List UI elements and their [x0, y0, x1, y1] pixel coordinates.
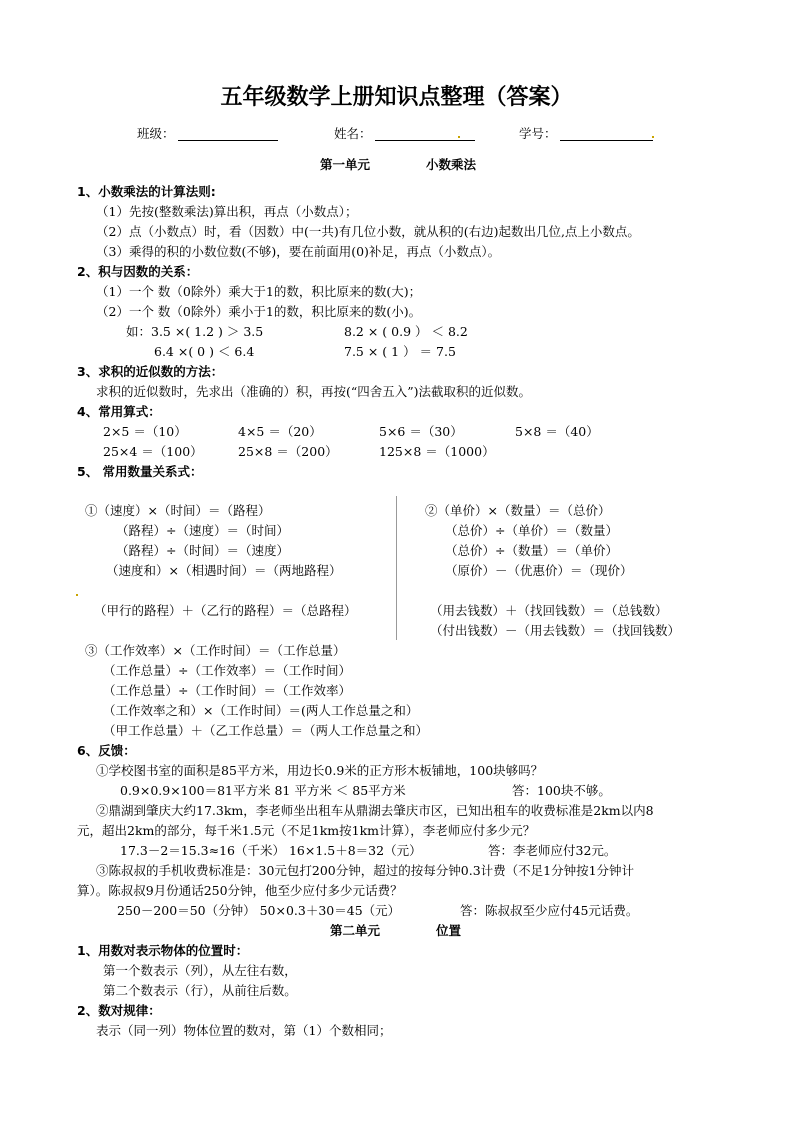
text-line: 求积的近似数时，先求出（准确的）积，再按(“四舍五入”)法截取积的近似数。 [96, 384, 532, 399]
answer-calc: 17.3－2＝15.3≈16（千米） 16×1.5＋8＝32（元） [120, 843, 422, 858]
text-line: （1）先按(整数乘法)算出积，再点（小数点）； [96, 204, 358, 219]
unit2-heading-number: 第二单元 [330, 923, 381, 938]
answer-calc: 250－200＝50（分钟） 50×0.3＋30＝45（元） [117, 903, 401, 918]
formula: 5×8 ＝（40） [515, 424, 599, 439]
text-line: （1）一个 数（0除外）乘大于1的数，积比原来的数(大)； [96, 284, 422, 299]
student-id-label: 学号： [519, 126, 557, 141]
scan-speck [458, 136, 460, 138]
answer-calc: 0.9×0.9×100＝81平方米 81 平方米 ＜ 85平方米 [120, 783, 406, 798]
example-line: 6.4 ×( 0 ) ＜ 6.4 [154, 344, 255, 359]
scan-speck [652, 136, 654, 138]
relation-line: （工作总量）÷（工作时间）＝（工作效率） [103, 683, 351, 698]
answer: 答：李老师应付32元。 [488, 843, 617, 858]
formula: 5×6 ＝（30） [379, 424, 463, 439]
formula: 2×5 ＝（10） [103, 424, 187, 439]
text-line: （2）一个 数（0除外）乘小于1的数，积比原来的数(小)。 [96, 304, 422, 319]
relation-line: （路程）÷（速度）＝（时间） [116, 523, 289, 538]
class-label: 班级： [137, 126, 175, 141]
relation-line: （总价）÷（数量）＝（单价） [445, 543, 618, 558]
text-line: 第二个数表示（行），从前往后数。 [103, 983, 297, 998]
relation-line: （甲工作总量）＋（乙工作总量）＝（两人工作总量之和） [103, 723, 429, 738]
unit1-heading-name: 小数乘法 [426, 157, 477, 172]
answer: 答：陈叔叔至少应付45元话费。 [460, 903, 639, 918]
section-heading: 3、求积的近似数的方法： [77, 364, 224, 379]
relation-line: ③（工作效率）×（工作时间）＝（工作总量） [85, 643, 346, 658]
question: ①学校图书室的面积是85平方米，用边长0.9米的正方形木板铺地，100块够吗？ [96, 763, 544, 778]
question: 元，超出2km的部分，每千米1.5元（不足1km按1km计算），李老师应付多少元？ [77, 823, 536, 838]
section-heading: 1、用数对表示物体的位置时： [77, 943, 249, 958]
formula: 125×8 ＝（1000） [379, 444, 495, 459]
relation-line: （付出钱数）－（用去钱数）＝（找回钱数） [430, 623, 681, 638]
scan-speck [76, 594, 78, 596]
unit2-heading-name: 位置 [436, 923, 462, 938]
relation-line: （总价）÷（单价）＝（数量） [445, 523, 618, 538]
section-heading: 1、小数乘法的计算法则: [77, 184, 216, 199]
page-title: 五年级数学上册知识点整理（答案） [220, 85, 573, 110]
name-field[interactable] [375, 140, 475, 141]
example-line: 如：3.5 ×( 1.2 ) ＞ 3.5 [126, 324, 264, 339]
section-heading: 6、反馈： [77, 743, 136, 758]
question: 算）。陈叔叔9月份通话250分钟，他至少应付多少元话费？ [77, 883, 403, 898]
relation-line: （路程）÷（时间）＝（速度） [116, 543, 289, 558]
section-heading: 4、常用算式： [77, 404, 161, 419]
name-label: 姓名： [334, 126, 372, 141]
class-field[interactable] [178, 140, 278, 141]
section-heading: 2、数对规律： [77, 1003, 161, 1018]
text-line: 第一个数表示（列），从左往右数， [103, 963, 297, 978]
relation-line: ①（速度）×（时间）＝（路程） [85, 503, 271, 518]
example-line: 7.5 × ( 1 ） ＝ 7.5 [344, 344, 456, 359]
formula: 4×5 ＝（20） [238, 424, 322, 439]
student-id-field[interactable] [560, 140, 653, 141]
section-heading: 5、 常用数量关系式： [77, 464, 203, 479]
example-line: 8.2 × ( 0.9 ） ＜ 8.2 [344, 324, 468, 339]
unit1-heading-number: 第一单元 [320, 157, 371, 172]
relation-line: ②（单价）×（数量）＝（总价） [425, 503, 611, 518]
section-heading: 2、积与因数的关系： [77, 264, 199, 279]
text-line: （2）点（小数点）时，看（因数）中(一共)有几位小数，就从积的(右边)起数出几位,点上小数点。 [96, 224, 640, 239]
formula: 25×4 ＝（100） [103, 444, 203, 459]
relation-line: （工作总量）÷（工作效率）＝（工作时间） [103, 663, 351, 678]
relation-line: （用去钱数）＋（找回钱数）＝（总钱数） [430, 603, 668, 618]
text-line: （3）乘得的积的小数位数(不够)，要在前面用(0)补足，再点（小数点）。 [96, 244, 501, 259]
answer: 答：100块不够。 [512, 783, 611, 798]
relation-line: （速度和）×（相遇时间）＝（两地路程） [106, 563, 342, 578]
question: ②鼎湖到肇庆大约17.3km，李老师坐出租车从鼎湖去肇庆市区，已知出租车的收费标准是2km以内8 [96, 803, 654, 818]
relation-line: （原价）－（优惠价）＝（现价） [445, 563, 633, 578]
relation-line: （工作效率之和）×（工作时间）＝(两人工作总量之和） [103, 703, 419, 718]
column-divider [396, 496, 397, 640]
text-line: 表示（同一列）物体位置的数对，第（1）个数相同； [96, 1023, 392, 1038]
formula: 25×8 ＝（200） [238, 444, 338, 459]
relation-line: （甲行的路程）＋（乙行的路程）＝（总路程） [94, 603, 357, 618]
question: ③陈叔叔的手机收费标准是：30元包打200分钟，超过的按每分钟0.3计费（不足1分钟按1分钟计 [96, 863, 635, 878]
